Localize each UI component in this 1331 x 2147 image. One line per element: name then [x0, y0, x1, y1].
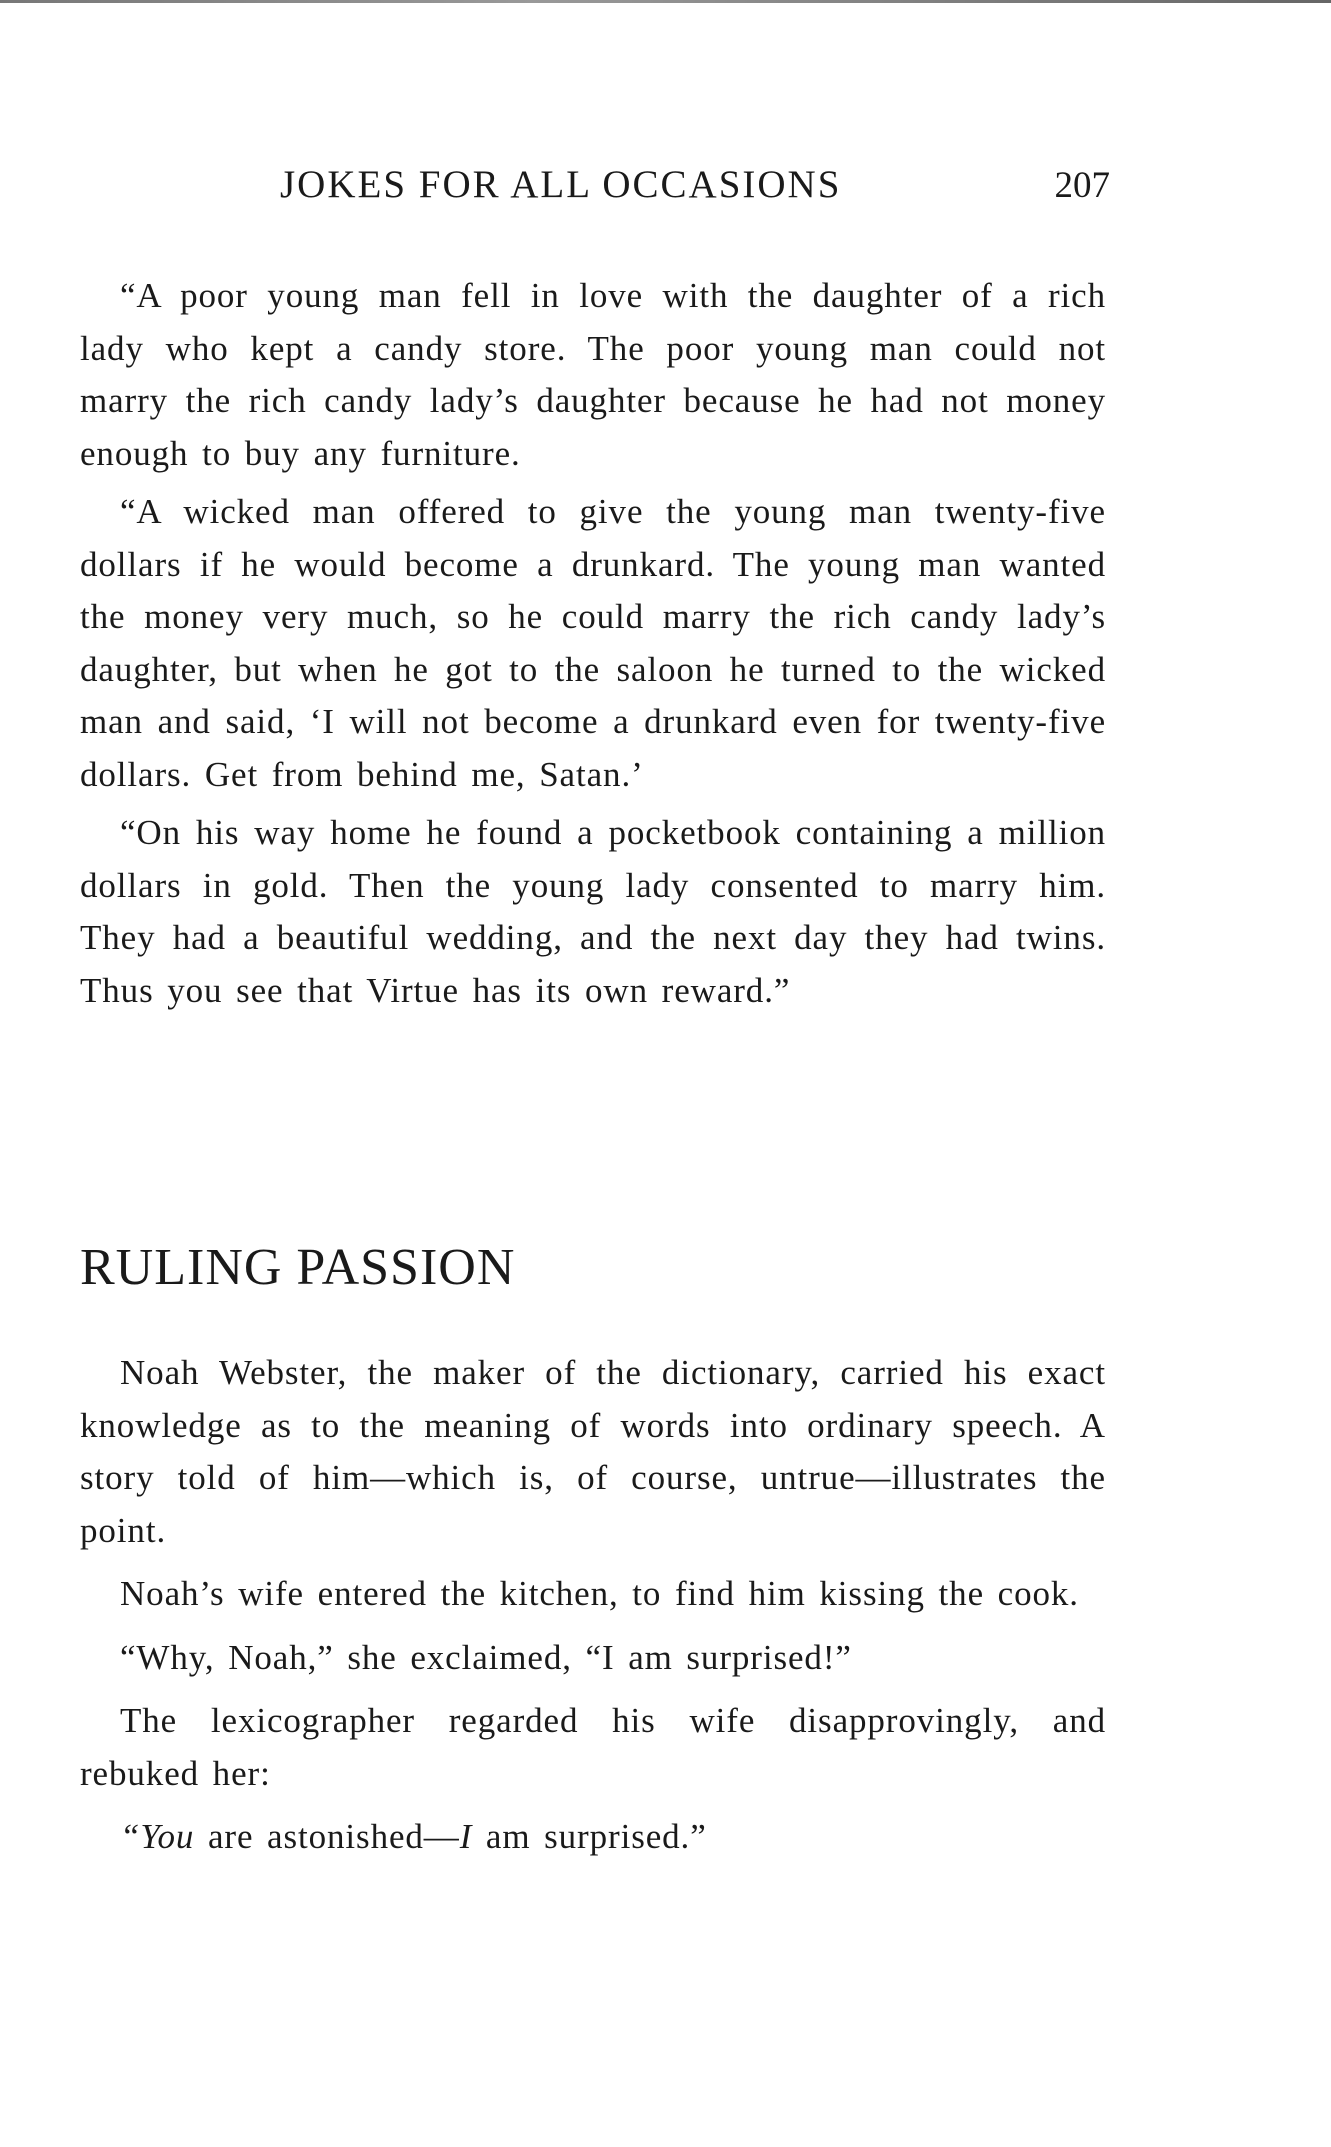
running-head: [80, 162, 1110, 212]
section-paragraph: Noah Webster, the maker of the dictionary, carried his exact knowledge as to the meaning of words into ordinary speech. A story told of him—which is, of course, untrue—illustrates the point.: [80, 1353, 1106, 1550]
section-paragraph: “Why, Noah,” she exclaimed, “I am surprised!”: [120, 1637, 852, 1677]
top-edge-rule: [0, 0, 1331, 3]
final-line-end: am surprised.”: [472, 1817, 707, 1856]
emphasis-i: I: [459, 1817, 473, 1856]
section-text: [80, 1347, 1106, 1875]
final-line-middle: are astonished—: [194, 1817, 460, 1856]
page-number: 207: [1054, 165, 1110, 206]
section-final-line: [80, 1811, 1106, 1864]
running-title: JOKES FOR ALL OCCASIONS: [280, 163, 842, 206]
story-text: [80, 270, 1106, 1023]
emphasis-you: “You: [120, 1817, 195, 1856]
section-paragraph: The lexicographer regarded his wife disapprovingly, and rebuked her:: [80, 1701, 1106, 1793]
section-paragraph: Noah’s wife entered the kitchen, to find him kissing the cook.: [120, 1574, 1079, 1613]
story-paragraph: “A poor young man fell in love with the daughter of a rich lady who kept a candy store. The poor young man could not marry the rich candy lady’s daughter because he had not money enough to buy any furniture.: [80, 276, 1106, 473]
section-heading: RULING PASSION: [80, 1239, 516, 1296]
story-paragraph: “On his way home he found a pocketbook containing a million dollars in gold. Then the young lady consented to marry him. They had a beautiful wedding, and the next day they had twins. Thus you see that Virtue has its own reward.”: [80, 813, 1106, 1010]
story-paragraph: “A wicked man offered to give the young man twenty-five dollars if he would become a drunkard. The young man wanted the money very much, so he could marry the rich candy lady’s daughter, but when he got to the saloon he turned to the wicked man and said, ‘I will not become a drunkard even for twenty-five dollars. Get from behind me, Satan.’: [80, 492, 1106, 794]
